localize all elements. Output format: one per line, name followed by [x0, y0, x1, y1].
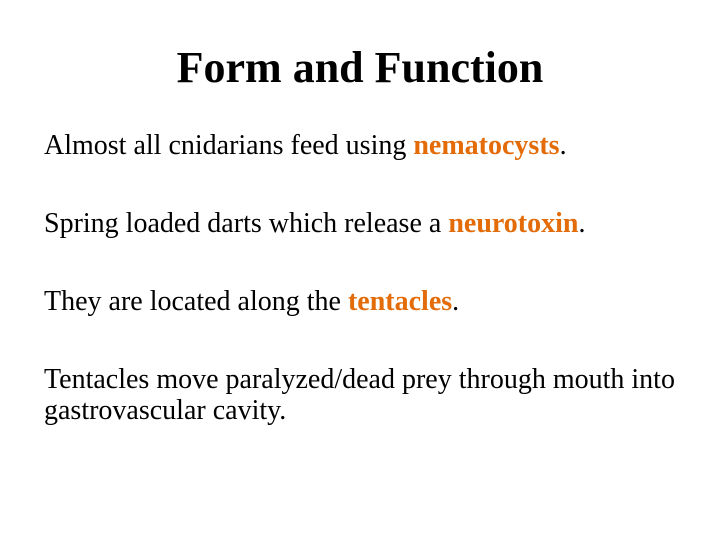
- bullet-keyword: neurotoxin: [448, 208, 579, 239]
- bullet-item: [44, 130, 684, 161]
- bullet-punctuation: .: [452, 286, 460, 317]
- bullet-item: [44, 286, 684, 317]
- bullet-text: Spring loaded darts which release a: [44, 208, 449, 239]
- slide-title: Form and Function: [176, 43, 544, 92]
- bullet-text: They are located along the: [44, 286, 348, 317]
- bullet-text: Tentacles move paralyzed/dead prey through mouth into gastrovascular cavity.: [44, 364, 675, 426]
- bullet-punctuation: .: [559, 130, 567, 161]
- bullet-keyword: tentacles: [347, 286, 453, 317]
- bullet-item: [44, 364, 684, 426]
- bullet-item: [44, 208, 684, 239]
- bullet-keyword: nematocysts: [413, 130, 560, 161]
- bullet-punctuation: .: [578, 208, 586, 239]
- bullet-list: [44, 130, 684, 473]
- bullet-text: Almost all cnidarians feed using: [44, 130, 414, 161]
